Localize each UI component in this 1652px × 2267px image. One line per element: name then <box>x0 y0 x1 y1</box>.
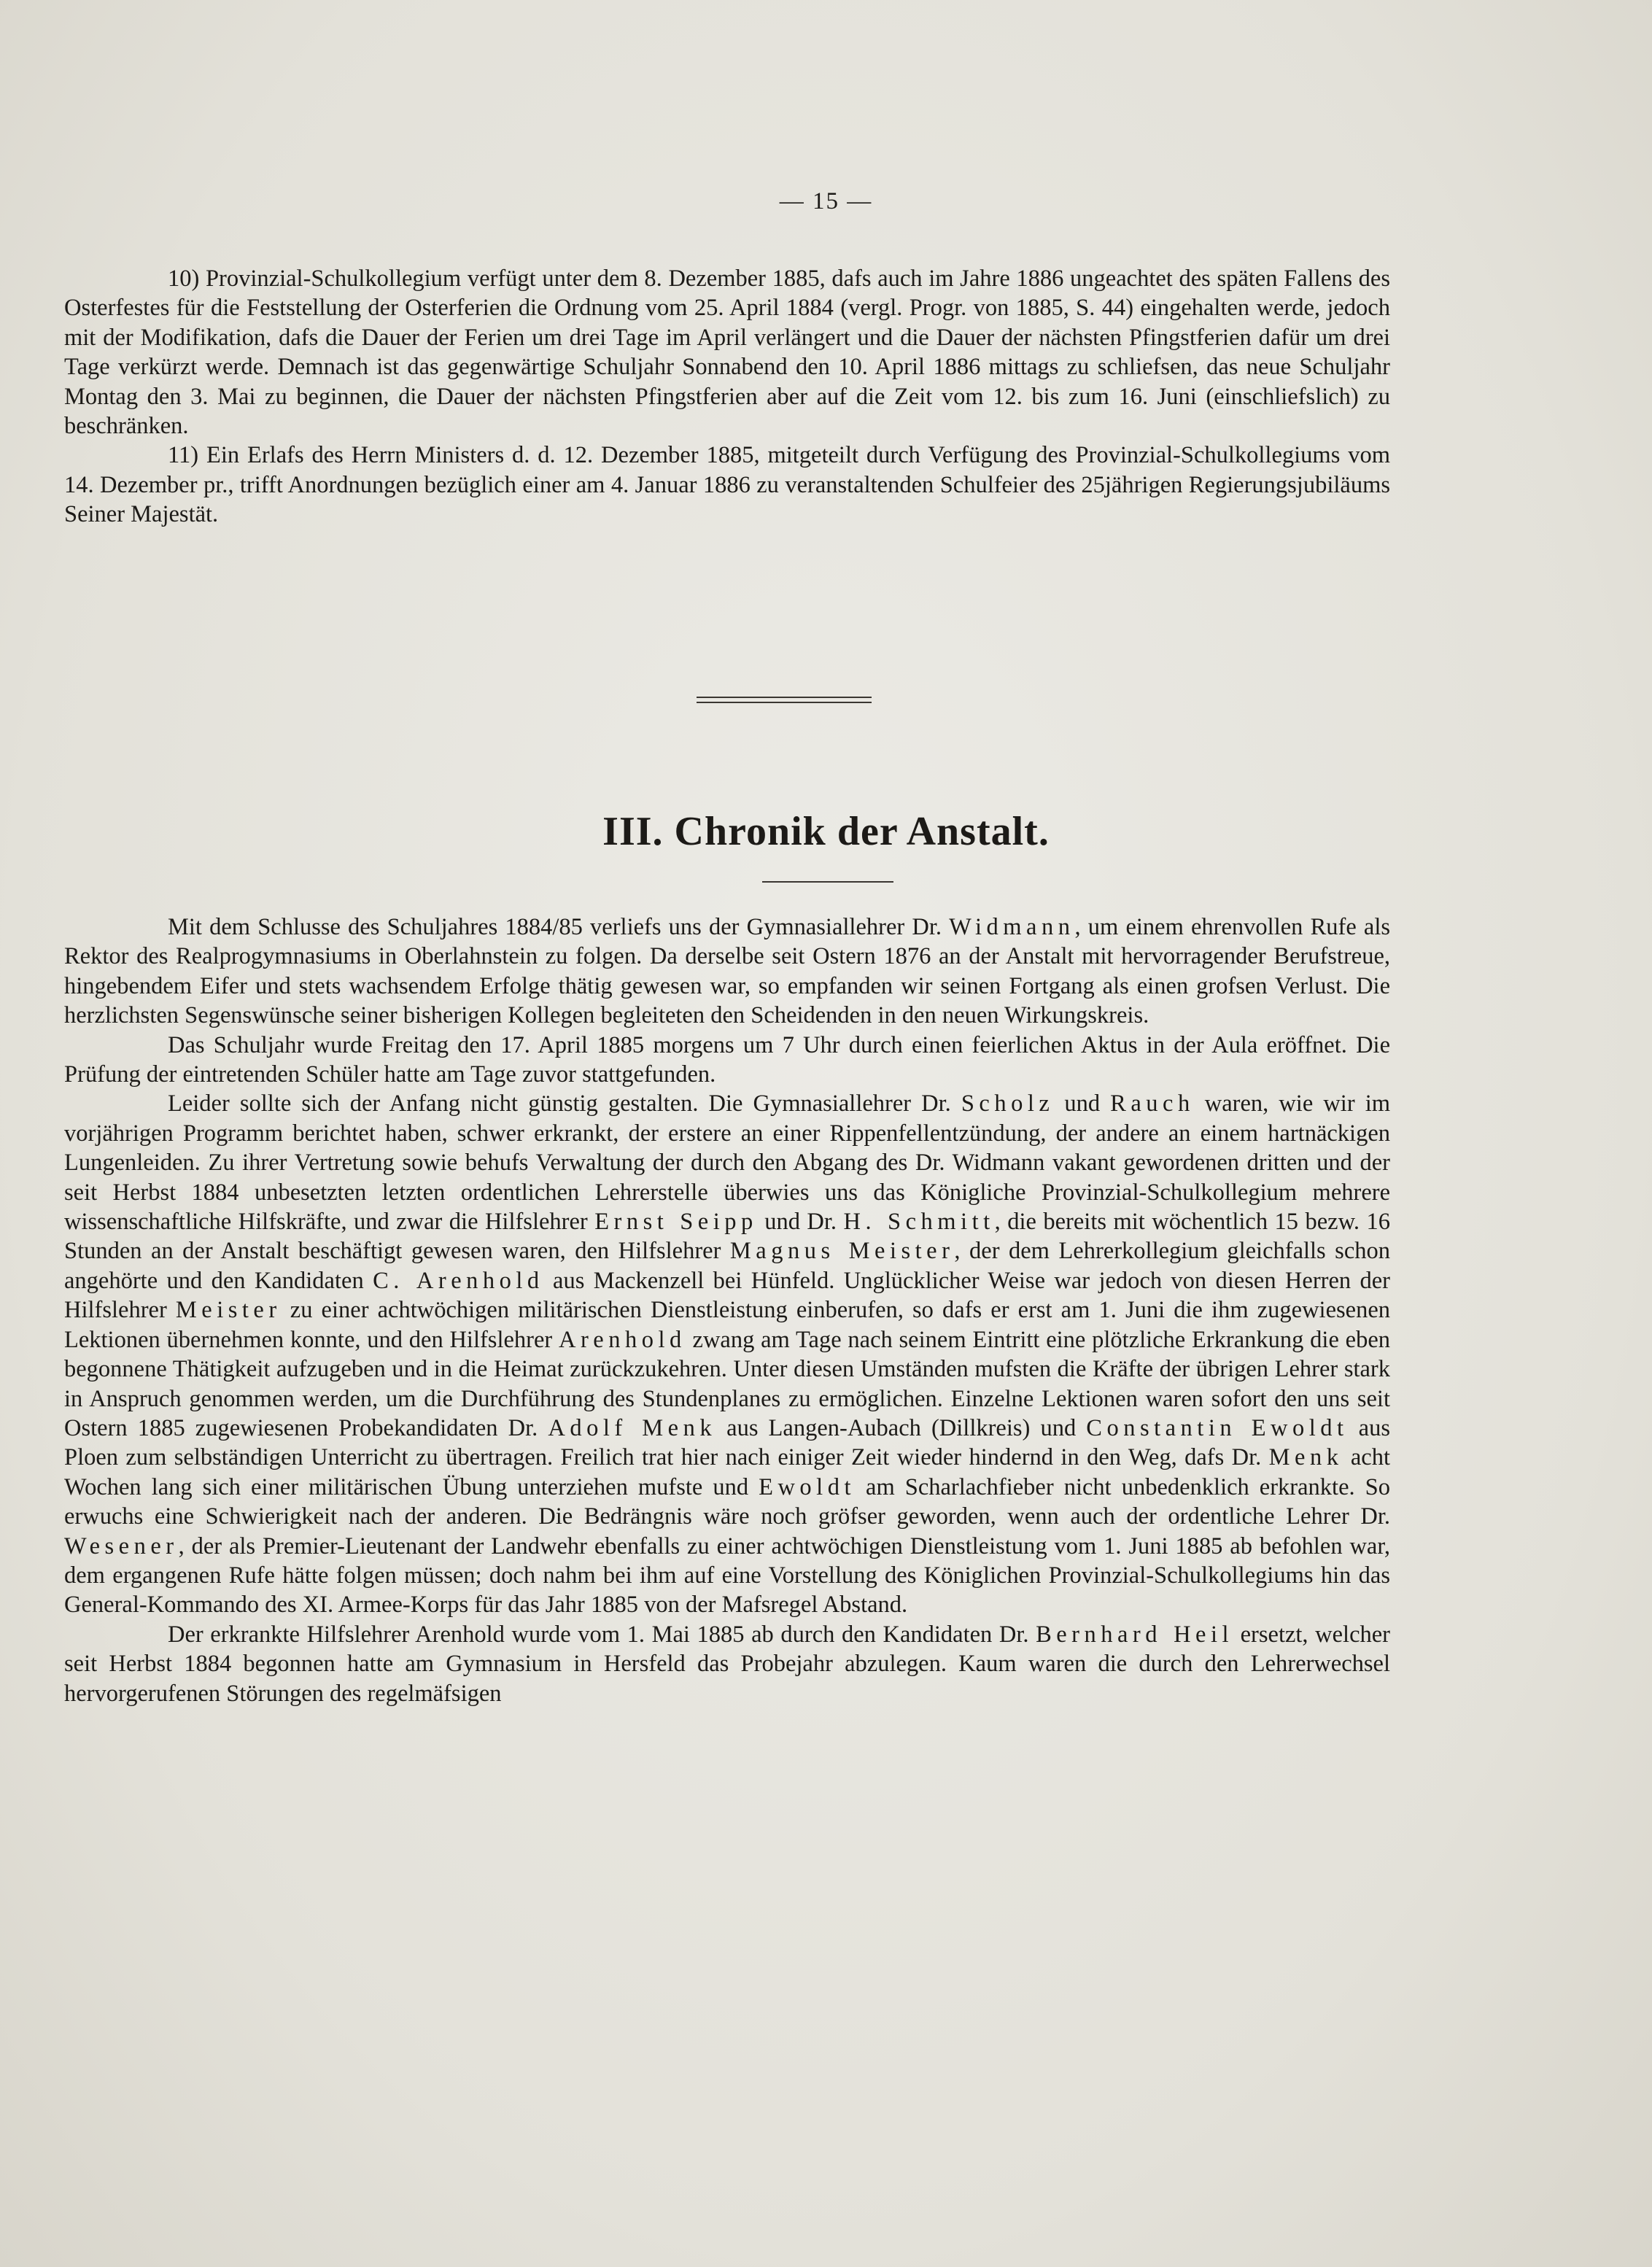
text-run: , der dem Lehrerkollegium gleichfalls schon angehörte und den Kandidaten <box>64 1238 1391 1294</box>
text-run: zu einer achtwöchigen militärischen Dienstleistung einberufen, so dafs er erst am 1. Juni die ihm zugewiesenen Lektionen übernehmen konnte, und den Hilfslehrer <box>64 1297 1390 1353</box>
text-run: Der erkrankte Hilfslehrer Arenhold wurde vom 1. Mai 1885 ab durch den Kandidaten Dr. <box>168 1621 1036 1648</box>
text-run: Mit dem Schlusse des Schuljahres 1884/85 verliefs uns der Gymnasiallehrer Dr. <box>168 914 950 940</box>
section-divider-double-rule <box>697 697 872 703</box>
paragraph-chronicle-1 <box>64 912 1390 1031</box>
ordinances-text <box>64 264 1390 530</box>
text-run: Leider sollte sich der Anfang nicht günstig gestalten. Die Gymnasiallehrer Dr. <box>168 1090 961 1117</box>
paragraph-chronicle-3 <box>64 1089 1390 1619</box>
person-name: Widmann <box>949 914 1075 940</box>
person-name: Bernhard Heil <box>1036 1621 1234 1648</box>
person-name: Adolf Menk <box>548 1414 717 1441</box>
person-name: Ernst Seipp <box>594 1209 758 1236</box>
person-name: Ewoldt <box>759 1473 856 1500</box>
chronicle-text <box>64 912 1390 1708</box>
person-name: Meister <box>175 1297 282 1324</box>
person-name: Constantin Ewoldt <box>1086 1414 1349 1441</box>
text-run: und Dr. <box>757 1209 844 1236</box>
section-heading: III. Chronik der Anstalt. <box>602 809 1050 854</box>
page-number: — 15 — <box>779 188 873 214</box>
text-run: aus Langen-Aubach (Dillkreis) und <box>716 1414 1087 1441</box>
text-run: , um einem ehrenvollen Rufe als Rektor des Realprogymnasiums in Oberlahnstein zu folgen. Da derselbe seit Ostern 1876 an der Anstalt mit hervorragender Berufstreue, hingebendem Eifer und stets wachsendem Erfolge thätig gewesen war, so empfanden wir seinen Fortgang als einen grofsen Verlust. Die herzlichsten Segenswünsche seiner bisherigen Kollegen begleiteten den Scheidenden in den neuen Wirkungskreis. <box>64 914 1390 1029</box>
person-name: C. Arenhold <box>373 1267 544 1294</box>
text-run: , der als Premier-Lieutenant der Landwehr ebenfalls zu einer achtwöchigen Dienstleistung vom 1. Juni 1885 ab befohlen war, dem ergangenen Rufe hätte folgen müssen; doch nahm bei ihm auf eine Vorstellung des Königlichen Provinzial-Schulkollegiums hin das General-Kommando des XI. Armee-Korps für das Jahr 1885 von der Mafsregel Abstand. <box>64 1532 1390 1619</box>
paragraph-ordinance-10: 10) Provinzial-Schulkollegium verfügt unter dem 8. Dezember 1885, dafs auch im Jahre 1886 ungeachtet des späten Fallens des Osterfestes für die Feststellung der Osterferien die Ordnung vom 25. April 1884 (vergl. Progr. von 1885, S. 44) eingehalten werde, jedoch mit der Modifikation, dafs die Dauer der Ferien um drei Tage im April verlängert und die Dauer der nächsten Pfingstferien dafür um drei Tage verkürzt werde. Demnach ist das gegenwärtige Schuljahr Sonnabend den 10. April 1886 mittags zu schliefsen, das neue Schuljahr Montag den 3. Mai zu beginnen, die Dauer der nächsten Pfingstferien aber auf die Zeit vom 12. bis zum 16. Juni (einschliefslich) zu beschränken. <box>64 266 1390 440</box>
paragraph-chronicle-4 <box>64 1620 1390 1708</box>
person-name: Wesener <box>64 1532 179 1559</box>
person-name: Rauch <box>1110 1090 1195 1117</box>
text-run: aus Mackenzell bei Hünfeld. Unglücklicher Weise war jedoch von diesen Herren der Hilfslehrer <box>64 1267 1391 1324</box>
person-name: Scholz <box>961 1090 1055 1117</box>
paragraph-chronicle-2: Das Schuljahr wurde Freitag den 17. April 1885 morgens um 7 Uhr durch einen feierlichen Aktus in der Aula eröffnet. Die Prüfung der eintretenden Schüler hatte am Tage zuvor stattgefunden. <box>64 1031 1390 1088</box>
heading-underline-rule <box>762 881 893 883</box>
text-run: am Scharlachfieber nicht unbedenklich erkrankte. So erwuchs eine Schwierigkeit nach der anderen. Die Bedrängnis wäre noch gröfser geworden, wenn auch der ordentliche Lehrer Dr. <box>64 1473 1390 1530</box>
person-name: H. Schmitt <box>843 1209 995 1236</box>
paragraph-ordinance-11: 11) Ein Erlafs des Herrn Ministers d. d. 12. Dezember 1885, mitgeteilt durch Verfügung des Provinzial-Schulkollegiums vom 14. Dezember pr., trifft Anordnungen bezüglich einer am 4. Januar 1886 zu veranstaltenden Schulfeier des 25jährigen Regierungsjubiläums Seiner Majestät. <box>64 442 1390 528</box>
person-name: Arenhold <box>559 1326 686 1353</box>
text-run: , die bereits mit wöchentlich 15 bezw. 16 Stunden an der Anstalt beschäftigt gewesen waren, den Hilfslehrer <box>64 1209 1390 1265</box>
text-run: und <box>1054 1090 1111 1117</box>
text-run: zwang am Tage nach seinem Eintritt eine plötzliche Erkrankung die eben begonnene Thätigkeit aufzugeben und in die Heimat zurückzukehren. Unter diesen Umständen mufsten die Kräfte der übrigen Lehrer stark in Anspruch genommen werden, um die Durchführung des Stundenplanes zu ermöglichen. Einzelne Lektionen waren sofort den uns seit Ostern 1885 zugewiesenen Probekandidaten Dr. <box>64 1326 1390 1441</box>
text-run: aus Ploen zum selbständigen Unterricht zu übertragen. Freilich trat hier nach einiger Zeit wieder hindernd in den Weg, dafs Dr. <box>64 1414 1390 1471</box>
text-run: waren, wie wir im vorjährigen Programm berichtet haben, schwer erkrankt, der erstere an einer Rippenfellentzündung, der andere an einem hartnäckigen Lungenleiden. Zu ihrer Vertretung sowie behufs Verwaltung der durch den Abgang des Dr. Widmann vakant gewordenen dritten und der seit Herbst 1884 unbesetzten letzten ordentlichen Lehrerstelle überwies uns das Königliche Provinzial-Schulkollegium mehrere wissenschaftliche Hilfskräfte, und zwar die Hilfslehrer <box>64 1090 1391 1236</box>
text-run: acht Wochen lang sich einer militärischen Übung unterziehen mufste und <box>64 1444 1390 1500</box>
person-name: Magnus Meister <box>729 1238 955 1265</box>
text-run: ersetzt, welcher seit Herbst 1884 begonnen hatte am Gymnasium in Hersfeld das Probejahr abzulegen. Kaum waren die durch den Lehrerwechsel hervorgerufenen Störungen des regelmäfsigen <box>64 1621 1390 1707</box>
person-name: Menk <box>1268 1444 1343 1471</box>
